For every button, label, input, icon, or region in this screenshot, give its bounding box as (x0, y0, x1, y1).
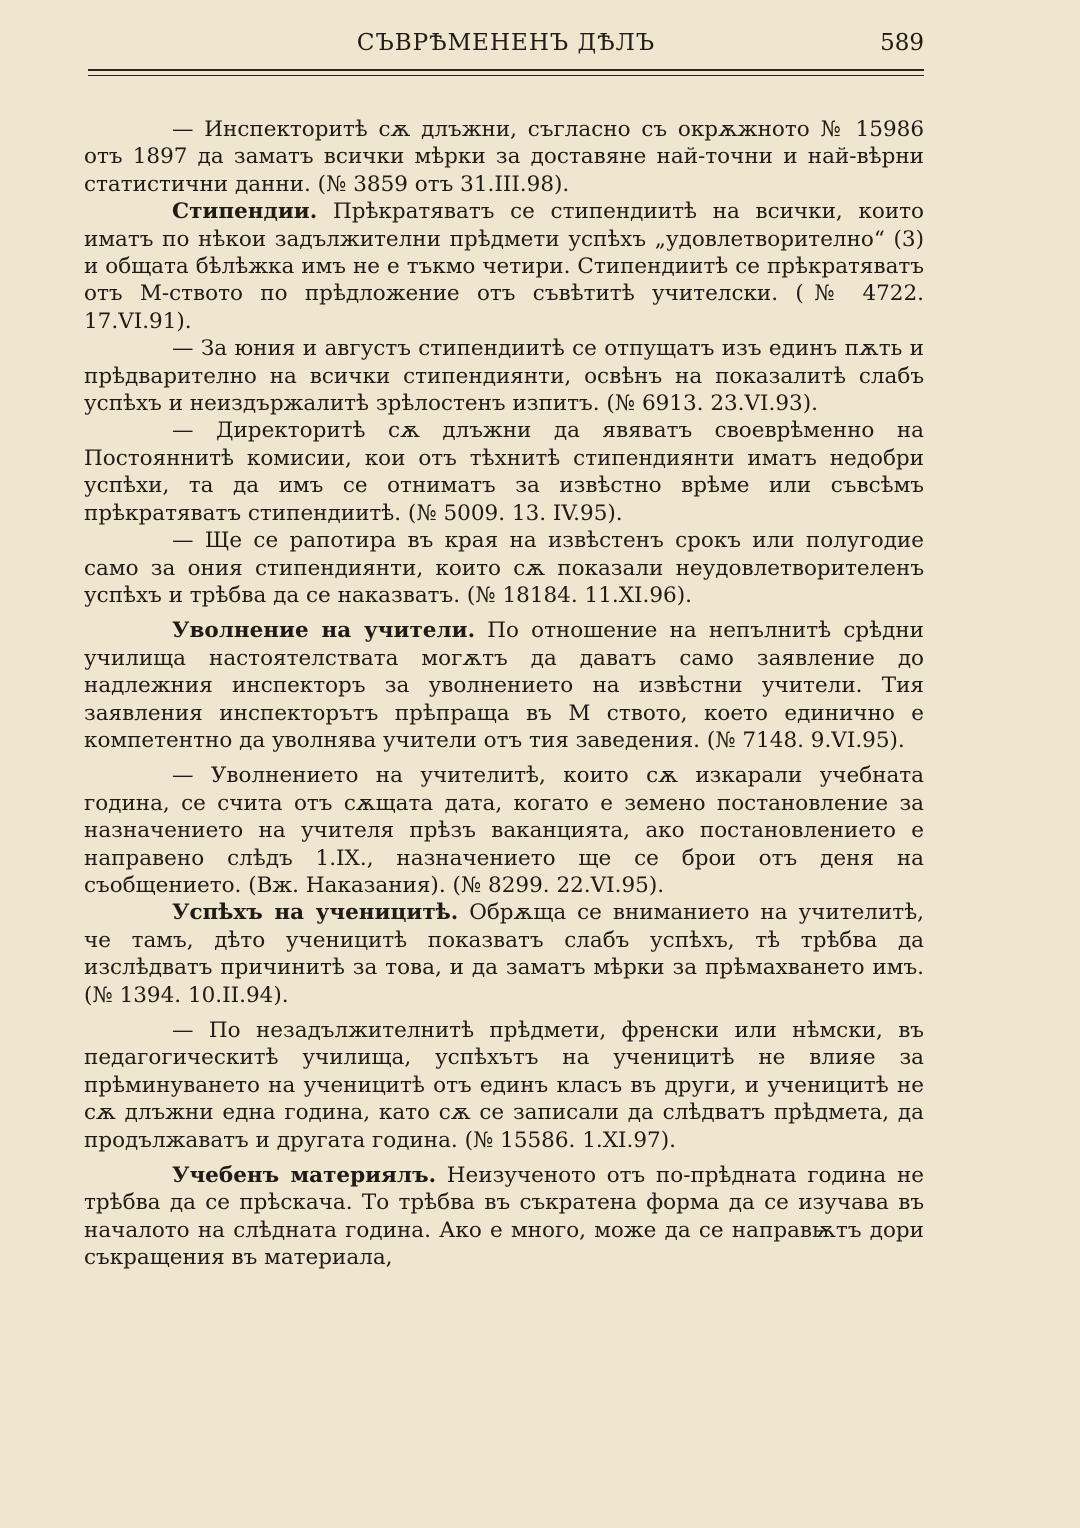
paragraph-optional-subjects (84, 1017, 924, 1154)
paragraph-text: — Директоритѣ сѫ длъжни да явяватъ своеврѣменно на Постояннитѣ комисии, кои отъ тѣхнитѣ стипендиянти иматъ недобри успѣхи, та да имъ се отниматъ за извѣстно врѣме или съвсѣмъ прѣкратяватъ стипендиитѣ. (№ 5009. 13. IV.95). (84, 418, 924, 526)
paragraph-term-report (84, 527, 924, 609)
paragraph-dismissal-date (84, 762, 924, 899)
running-title: СЪВРѢМЕНЕНЪ ДѢЛЪ (356, 30, 656, 56)
paragraph-text: Прѣкратяватъ се стипендиитѣ на всички, които иматъ по нѣкои задължителни прѣдмети успѣхъ „удовлетворително“ (3) и общата бѣлѣжка имъ не е тъкмо четири. Стипендиитѣ се прѣкратяватъ отъ М-ството по прѣдложение отъ съвѣтитѣ учителски. (№ 4722. 17.VI.91). (84, 199, 924, 334)
paragraph-text: — За юния и августъ стипендиитѣ се отпущатъ изъ единъ пѫть и прѣдварително на всички стипендиянти, освѣнъ на показалитѣ слабъ успѣхъ и неиздържалитѣ зрѣлостенъ изпитъ. (№ 6913. 23.VI.93). (84, 336, 924, 417)
header-rule-thin (88, 75, 924, 76)
page-number: 589 (880, 30, 924, 56)
paragraph-directors-report (84, 417, 924, 527)
paragraph-heading: Уволнение на учители. (172, 618, 476, 644)
paragraph-text: По отношение на непълнитѣ срѣдни училища настоятелствата могѫтъ да даватъ само заявление до надлежния инспекторъ за уволнението на извѣстни учители. Тия заявления инспекторътъ прѣпраща въ М ството, което единично е компетентно да уволнява учители отъ тия заведения. (№ 7148. 9.VI.95). (84, 618, 924, 753)
paragraph-heading: Учебенъ материялъ. (172, 1163, 437, 1189)
paragraph-text: — Ще се рапотира въ края на извѣстенъ срокъ или полугодие само за ония стипендиянти, които сѫ показали неудовлетворителенъ успѣхъ и трѣбва да се наказватъ. (№ 18184. 11.XI.96). (84, 528, 924, 608)
paragraph-text: — Инспекторитѣ сѫ длъжни, съгласно съ окрѫжното № 15986 отъ 1897 да заматъ всички мѣрки за доставяне най-точни и най-вѣрни статистични данни. (№ 3859 отъ 31.III.98). (84, 117, 924, 197)
paragraph-inspectors-statistics (84, 116, 924, 198)
paragraph-heading: Успѣхъ на ученицитѣ. (172, 900, 459, 926)
paragraph-scholarships (84, 198, 924, 335)
paragraph-text: — Уволнението на учителитѣ, които сѫ изкарали учебната година, се счита отъ сѫщата дата, когато е земено постановление за назначението на учителя прѣзъ ваканцията, ако постановлението е направено слѣдъ 1.IX., назначението ще се брои отъ деня на съобщението. (Вж. Наказания). (№ 8299. 22.VI.95). (84, 763, 924, 898)
paragraph-student-success (84, 899, 924, 1009)
page-header (88, 30, 924, 66)
paragraph-text: Неизученото отъ по-прѣдната година не трѣбва да се прѣскача. То трѣбва въ съкратена форма да се изучава въ началото на слѣдната година. Ако е много, може да се направѭтъ дори съкращения въ материала, (84, 1163, 924, 1271)
paragraph-study-material (84, 1162, 924, 1272)
header-rule-thick (88, 69, 924, 71)
paragraph-text: Обрѫща се вниманието на учителитѣ, че тамъ, дѣто ученицитѣ показватъ слабъ успѣхъ, тѣ трѣбва да изслѣдватъ причинитѣ за това, и да заматъ мѣрки за прѣмахването имъ. (№ 1394. 10.II.94). (84, 900, 924, 1008)
paragraph-heading: Стипендии. (172, 199, 318, 225)
page-body (84, 116, 924, 1272)
paragraph-text: — По незадължителнитѣ прѣдмети, френски или нѣмски, въ педагогическитѣ училища, успѣхътъ на ученицитѣ не влияе за прѣминуването на ученицитѣ отъ единъ класъ въ други, и ученицитѣ не сѫ длъжни една година, като сѫ се записали да слѣдватъ прѣдмета, да продължаватъ и другата година. (№ 15586. 1.XI.97). (84, 1018, 924, 1153)
paragraph-scholarships-june-august (84, 335, 924, 417)
paragraph-dismissal-of-teachers (84, 617, 924, 754)
